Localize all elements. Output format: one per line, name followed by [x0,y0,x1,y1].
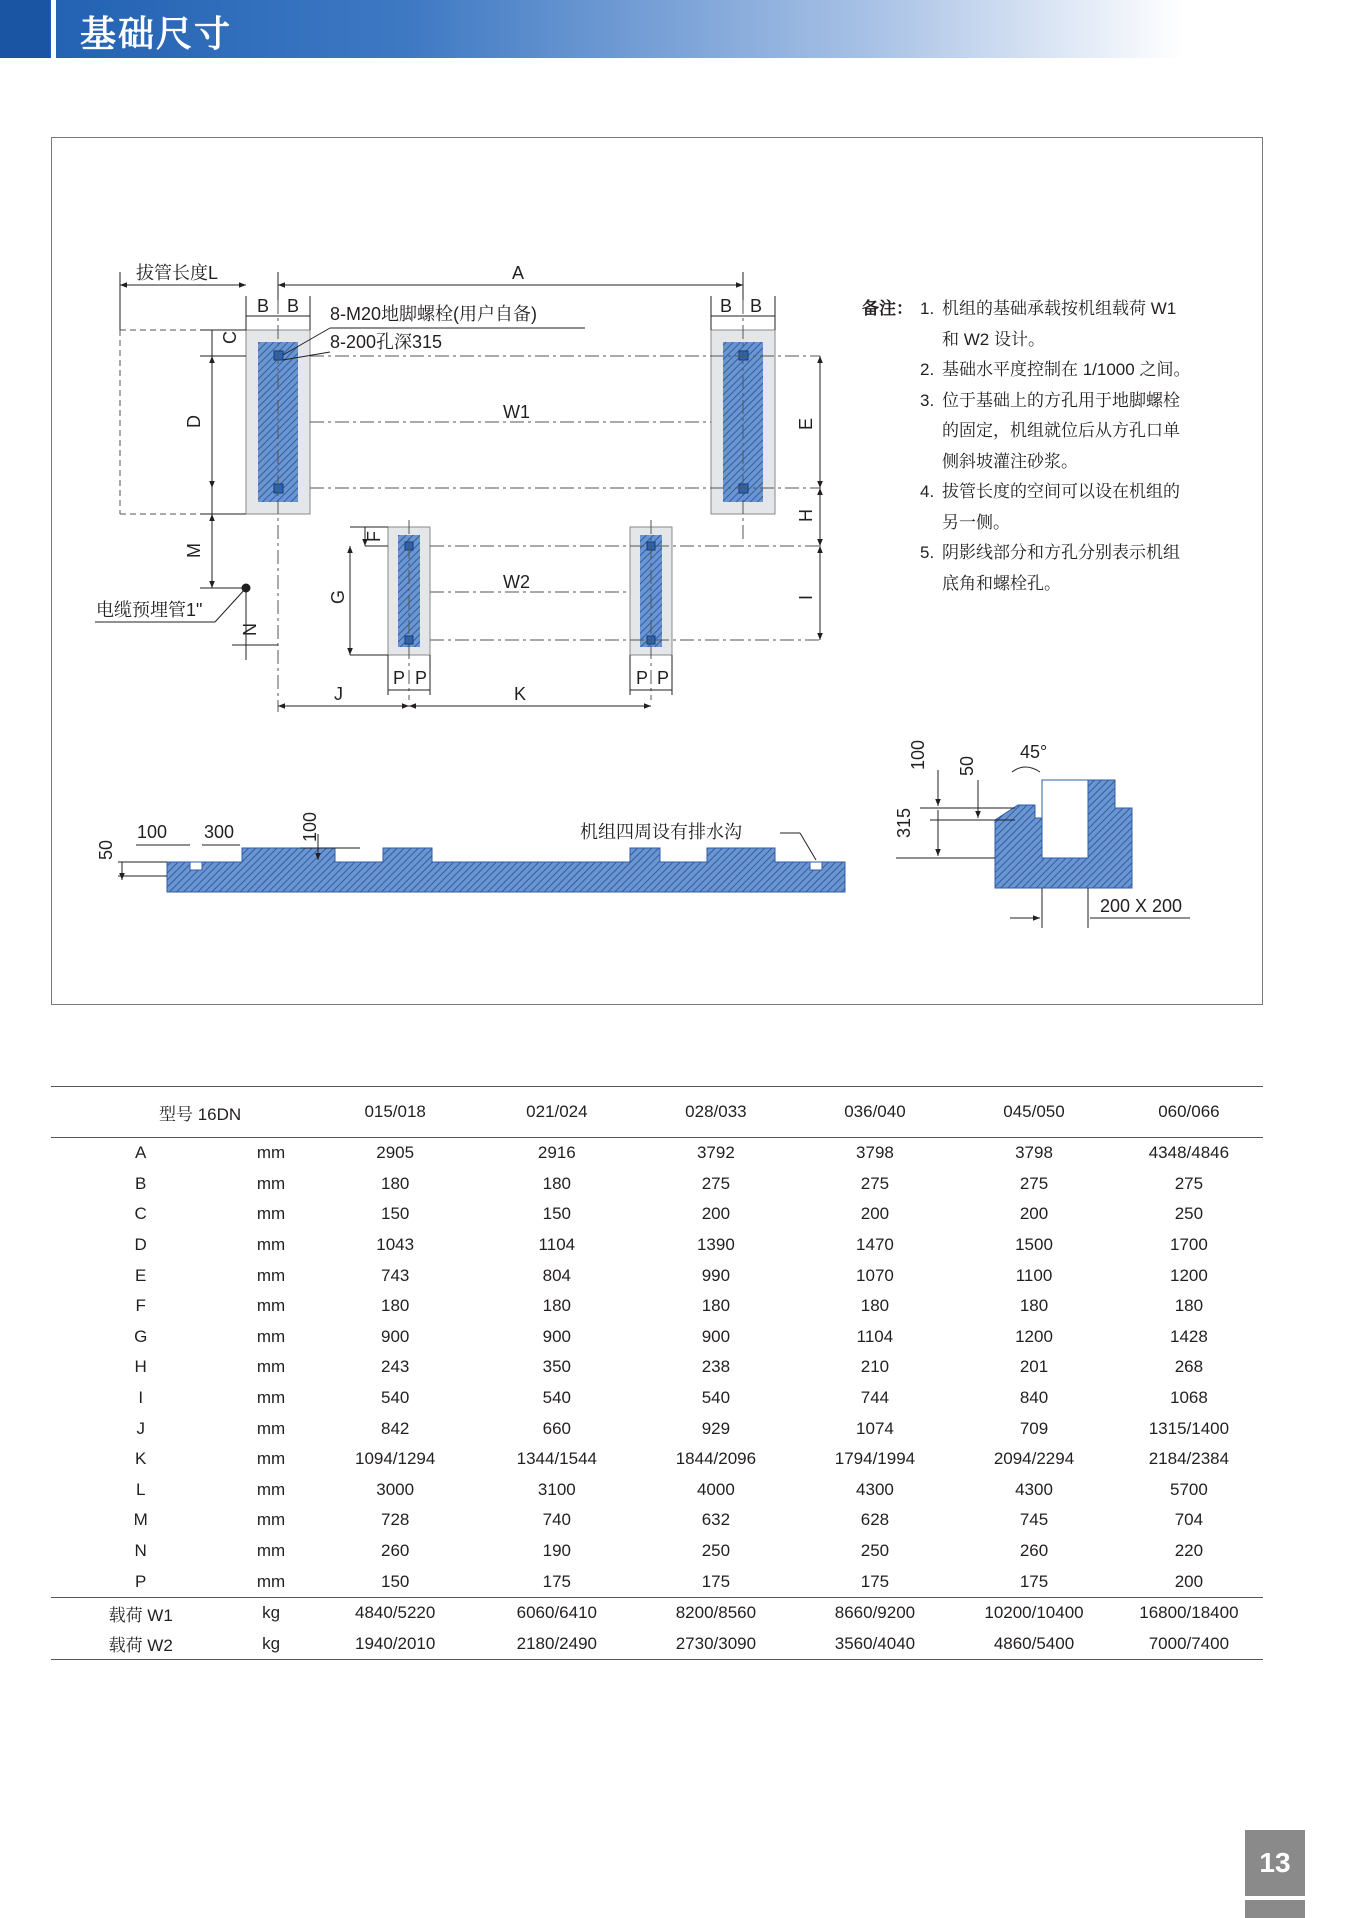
dimension-table [51,1086,1263,1660]
detail-angle-label: 45° [1020,742,1048,762]
cell-value: 900 [542,1326,572,1346]
cell-value: 1104 [856,1326,894,1346]
table-row [51,1169,1263,1200]
cell-value: 200 [860,1204,890,1224]
cell-value: 8200/8560 [635,1597,797,1628]
cell-value: 1844/2096 [675,1449,757,1469]
cell-value: 1043 [376,1235,415,1255]
dim-k-label: K [514,684,527,704]
dim-w2-label: W2 [503,572,530,592]
cell-value: 150 [380,1204,410,1224]
column-header: 036/040 [797,1087,953,1138]
row-name: N [134,1541,147,1561]
plan-dimension-labels [96,263,816,704]
notes-label: 备注： [862,299,913,318]
cell-value: 190 [542,1541,572,1561]
table-row [51,1260,1263,1291]
row-name: D [134,1235,147,1255]
detail-size-label: 200 X 200 [1100,896,1183,916]
drain-left [190,862,202,870]
dim-i-label: I [796,594,816,600]
note-line: 另一侧。 [942,512,1010,532]
cell-value: 250 [860,1541,890,1561]
dim-e-label: E [796,417,816,430]
row-name: P [135,1571,147,1591]
row-unit: mm [256,1173,286,1193]
cell-value: 990 [701,1265,731,1285]
table-row [51,1566,1263,1597]
page-number: 13 [1245,1830,1305,1896]
column-header: 045/050 [953,1087,1115,1138]
cell-value: 200 [701,1204,731,1224]
cell-value: 929 [701,1418,731,1438]
cell-value: 1070 [856,1265,894,1285]
pull-length-label: 拔管长度L [136,263,219,283]
cell-value: 2180/2490 [479,1629,635,1660]
cell-value: 180 [1019,1296,1049,1316]
dim-a-label: A [512,263,525,283]
cell-value: 1390 [696,1235,735,1255]
row-name: B [135,1173,147,1193]
row-unit: kg [230,1597,311,1628]
cell-value: 210 [860,1357,890,1377]
dim-p-label: P [636,668,649,688]
cell-value: 16800/18400 [1115,1597,1263,1628]
cell-value: 7000/7400 [1115,1629,1263,1660]
cell-value: 745 [1019,1510,1049,1530]
dim-p-label: P [657,668,670,688]
cell-value: 628 [860,1510,890,1530]
cell-value: 900 [701,1326,731,1346]
drain-right [810,862,822,870]
cell-value: 1094/1294 [354,1449,436,1469]
cell-value: 2184/2384 [1148,1449,1230,1469]
column-header: 060/066 [1115,1087,1263,1138]
cell-value: 4348/4846 [1148,1143,1230,1163]
cell-value: 220 [1174,1541,1204,1561]
cell-value: 4300 [856,1479,894,1499]
cell-value: 150 [380,1571,410,1591]
cell-value: 4840/5220 [312,1597,479,1628]
dim-h-label: H [796,509,816,522]
dim-b-label: B [287,296,300,316]
cell-value: 275 [1174,1173,1204,1193]
detail-315-label: 315 [894,807,914,838]
row-unit: mm [256,1357,286,1377]
cell-value: 180 [380,1173,410,1193]
row-name: I [138,1388,144,1408]
sec-300-label: 300 [204,822,235,842]
row-unit: mm [256,1418,286,1438]
row-unit: mm [256,1571,286,1591]
table-row [51,1199,1263,1230]
cell-value: 804 [542,1265,572,1285]
row-name: M [133,1510,148,1530]
dim-p-label: P [415,668,428,688]
row-unit: mm [256,1235,286,1255]
cell-value: 2916 [537,1143,576,1163]
table-row [51,1322,1263,1353]
table-row [51,1475,1263,1506]
cell-value: 180 [542,1173,572,1193]
table-row [51,1230,1263,1261]
row-name: E [135,1265,147,1285]
row-unit: mm [256,1326,286,1346]
cell-value: 150 [542,1204,572,1224]
cell-value: 180 [701,1296,731,1316]
section-view [96,812,845,892]
dim-b-label: B [257,296,270,316]
model-label: 型号 16DN [51,1087,312,1138]
row-name: 载荷 W2 [51,1629,230,1660]
plan-view [95,272,820,712]
cell-value: 3798 [856,1143,894,1163]
hole-note: 8-200孔深315 [330,332,443,352]
cell-value: 260 [380,1541,410,1561]
cell-value: 200 [1174,1571,1204,1591]
cell-value: 2094/2294 [993,1449,1075,1469]
dim-g-label: G [328,589,348,604]
column-header: 021/024 [479,1087,635,1138]
cell-value: 243 [380,1357,410,1377]
table-row [51,1352,1263,1383]
table-row [51,1597,1263,1628]
row-unit: mm [256,1510,286,1530]
cell-value: 3000 [376,1479,415,1499]
sec-50-label: 50 [96,839,116,860]
detail-50-label: 50 [957,755,977,776]
cell-value: 180 [542,1296,572,1316]
table-row [51,1444,1263,1475]
cell-value: 175 [860,1571,890,1591]
notes-block [862,294,1222,599]
dim-m-label: M [184,543,204,558]
cell-value: 740 [542,1510,572,1530]
note-5: 5. 阴影线部分和方孔分别表示机组 [920,543,1180,562]
page-tab [1245,1900,1305,1918]
cell-value: 180 [1174,1296,1204,1316]
cell-value: 1344/1544 [516,1449,598,1469]
cell-value: 268 [1174,1357,1204,1377]
cell-value: 709 [1019,1418,1049,1438]
note-3: 3. 位于基础上的方孔用于地脚螺栓 [920,390,1180,410]
note-line: 和 W2 设计。 [942,329,1045,349]
cell-value: 1500 [1015,1235,1053,1255]
cell-value: 3560/4040 [797,1629,953,1660]
row-name: L [135,1479,146,1499]
cell-value: 350 [542,1357,572,1377]
cell-value: 238 [701,1357,731,1377]
cell-value: 5700 [1170,1479,1208,1499]
table-body [51,1138,1263,1660]
row-name: A [135,1143,147,1163]
note-2: 2. 基础水平度控制在 1/1000 之间。 [920,360,1191,379]
dim-j-label: J [334,684,343,704]
note-line: 底角和螺栓孔。 [942,573,1061,593]
cell-value: 840 [1019,1388,1049,1408]
cell-value: 744 [860,1388,890,1408]
cell-value: 1700 [1170,1235,1208,1255]
cell-value: 10200/10400 [953,1597,1115,1628]
cell-value: 1470 [856,1235,894,1255]
dim-b-label: B [720,296,733,316]
cell-value: 201 [1019,1357,1049,1377]
cell-value: 1200 [1170,1265,1208,1285]
row-name: K [135,1449,147,1469]
table-header-row [51,1087,1263,1138]
cell-value: 1794/1994 [834,1449,916,1469]
table-row [51,1505,1263,1536]
dim-n-label: N [240,623,260,636]
cable-label: 电缆预埋管1" [96,600,203,620]
row-unit: kg [230,1629,311,1660]
dim-w1-label: W1 [503,402,530,422]
row-unit: mm [256,1541,286,1561]
cell-value: 540 [380,1388,410,1408]
table-row [51,1138,1263,1169]
detail-100-label: 100 [908,739,928,770]
cell-value: 180 [380,1296,410,1316]
row-unit: mm [256,1296,286,1316]
cell-value: 275 [701,1173,731,1193]
sec-100b-label: 100 [300,811,320,842]
note-4: 4. 拔管长度的空间可以设在机组的 [920,482,1180,501]
cell-value: 175 [1019,1571,1049,1591]
table-row [51,1413,1263,1444]
row-unit: mm [256,1388,286,1408]
row-unit: mm [256,1204,286,1224]
cell-value: 704 [1174,1510,1204,1530]
cell-value: 1315/1400 [1148,1418,1230,1438]
cell-value: 3100 [537,1479,576,1499]
row-unit: mm [256,1449,286,1469]
cell-value: 175 [701,1571,731,1591]
sec-100-label: 100 [137,822,168,842]
row-unit: mm [256,1479,286,1499]
note-line: 侧斜坡灌注砂浆。 [942,451,1078,471]
cell-value: 4000 [696,1479,735,1499]
cell-value: 2905 [376,1143,415,1163]
row-unit: mm [256,1265,286,1285]
note-1: 备注： 1. 机组的基础承载按机组载荷 W1 [862,294,1222,325]
row-name: H [134,1357,147,1377]
cell-value: 1428 [1170,1326,1208,1346]
row-name: F [135,1296,146,1316]
bolt-detail-view [894,740,1190,928]
cell-value: 540 [701,1388,731,1408]
cell-value: 200 [1019,1204,1049,1224]
table-row [51,1383,1263,1414]
cell-value: 900 [380,1326,410,1346]
column-header: 028/033 [635,1087,797,1138]
dim-f-label: F [364,531,384,542]
cell-value: 4300 [1015,1479,1053,1499]
cell-value: 180 [860,1296,890,1316]
note-line: 的固定，机组就位后从方孔口单 [942,421,1180,440]
cell-value: 3798 [1015,1143,1053,1163]
row-name: G [134,1326,148,1346]
cell-value: 275 [1019,1173,1049,1193]
cell-value: 3792 [696,1143,735,1163]
cell-value: 4860/5400 [953,1629,1115,1660]
cell-value: 632 [701,1510,731,1530]
row-name: J [136,1418,145,1438]
cell-value: 1104 [538,1235,576,1255]
cell-value: 728 [380,1510,410,1530]
dim-p-label: P [393,668,406,688]
cell-value: 175 [542,1571,572,1591]
cell-value: 8660/9200 [797,1597,953,1628]
cell-value: 1200 [1015,1326,1053,1346]
cell-value: 250 [701,1541,731,1561]
cell-value: 2730/3090 [635,1629,797,1660]
cell-value: 275 [860,1173,890,1193]
dim-c-label: C [220,331,240,344]
cell-value: 1940/2010 [312,1629,479,1660]
page-title: 基础尺寸 [80,13,233,54]
table-row [51,1629,1263,1660]
drain-note: 机组四周设有排水沟 [580,822,742,842]
column-header: 015/018 [312,1087,479,1138]
cell-value: 250 [1174,1204,1204,1224]
section-slab [167,848,845,892]
cell-value: 1074 [856,1418,894,1438]
cell-value: 540 [542,1388,572,1408]
row-name: 载荷 W1 [51,1597,230,1628]
cell-value: 1100 [1015,1265,1053,1285]
detail-hole [1042,780,1088,858]
bolt-note: 8-M20地脚螺栓(用户自备) [330,304,538,324]
table-row [51,1536,1263,1567]
row-name: C [134,1204,147,1224]
cell-value: 660 [542,1418,572,1438]
dim-b-label: B [750,296,763,316]
cell-value: 260 [1019,1541,1049,1561]
cell-value: 842 [380,1418,410,1438]
cell-value: 1068 [1170,1388,1208,1408]
cell-value: 743 [380,1265,410,1285]
table-row [51,1291,1263,1322]
row-unit: mm [256,1143,286,1163]
cell-value: 6060/6410 [479,1597,635,1628]
dim-d-label: D [184,415,204,428]
